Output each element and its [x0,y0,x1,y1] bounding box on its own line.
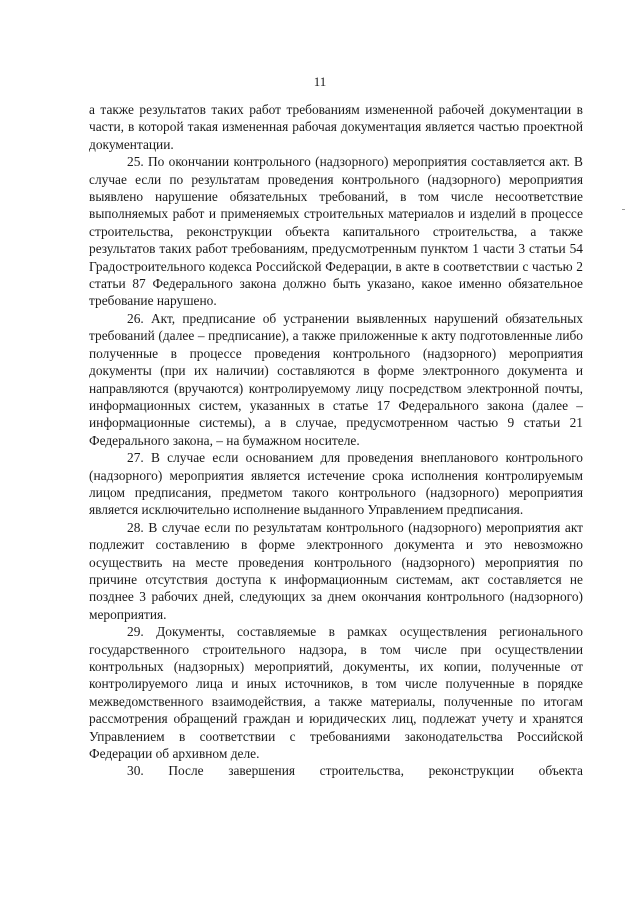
paragraph-26: 26. Акт, предписание об устранении выявленных нарушений обязательных требований (далее – предписание), а также приложенные к акту подготовленные либо полученные в процессе проведения контрольного (надзорного) мероприятия документы (при их наличии) составляются в форме электронного документа и направляются (вручаются) контролируемому лицу посредством электронной почты, информационных систем, указанных в статье 17 Федерального закона (далее – информационные системы), а в случае, предусмотренном частью 9 статьи 21 Федерального закона, – на бумажном носителе. [89,310,583,448]
paragraph-29: 29. Документы, составляемые в рамках осуществления регионального государственного строительного надзора, в том числе при осуществлении контрольных (надзорных) мероприятий, документы, их копии, полученные от контролируемого лица и иных источников, в том числе полученные в порядке межведомственного взаимодействия, а также материалы, полученные по итогам рассмотрения обращений граждан и юридических лиц, подлежат учету и хранятся Управлением в соответствии с требованиями законодательства Российской Федерации об архивном деле. [89,624,583,762]
paragraph-continuation: а также результатов таких работ требованиям измененной рабочей документации в части, в которой такая измененная рабочая документация является частью проектной документации. [89,102,583,152]
document-body [89,101,583,780]
paragraph-25: 25. По окончании контрольного (надзорного) мероприятия составляется акт. В случае если по результатам проведения контрольного (надзорного) мероприятия выявлено нарушение обязательных требований, в том числе несоответствие выполняемых работ и применяемых строительных материалов и изделий в процессе строительства, реконструкции объекта капитального строительства, а также результатов таких работ требованиям, предусмотренным пунктом 1 части 3 статьи 54 Градостроительного кодекса Российской Федерации, в акте в соответствии с частью 2 статьи 87 Федерального закона должно быть указано, какое именно обязательное требование нарушено. [89,154,583,309]
paragraph-27: 27. В случае если основанием для проведения внепланового контрольного (надзорного) мероприятия является истечение срока исполнения контролируемым лицом предписания, предметом такого контрольного (надзорного) мероприятия является исключительно исполнение выданного Управлением предписания. [89,450,583,518]
paragraph-28: 28. В случае если по результатам контрольного (надзорного) мероприятия акт подлежит составлению в форме электронного документа и это невозможно осуществить на месте проведения контрольного (надзорного) мероприятия по причине отсутствия доступа к информационным системам, акт составляется не позднее 3 рабочих дней, следующих за днем окончания контрольного (надзорного) мероприятия. [89,519,583,622]
paragraph-30: 30. После завершения строительства, реконструкции объекта [127,763,583,779]
page-number: 11 [313,74,327,89]
margin-mark [622,209,625,210]
